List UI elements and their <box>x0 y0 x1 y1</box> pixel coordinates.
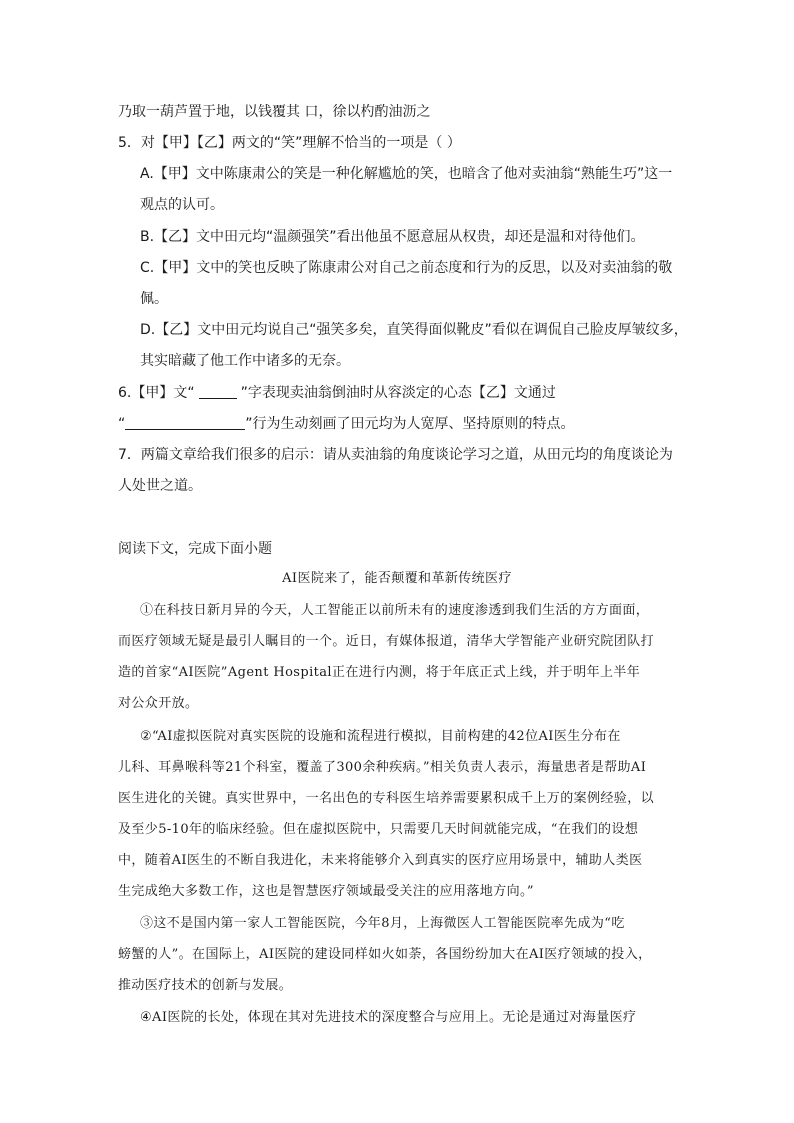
article-line: 儿科、耳鼻喉科等21个科室，覆盖了300余种疾病。”相关负责人表示，海量患者是帮助AI <box>118 760 647 775</box>
q5-option-a: A.【甲】文中陈康肃公的笑是一种化解尴尬的笑，也暗含了他对卖油翁“熟能生巧”这一 <box>140 166 673 182</box>
q6-text-b: ”字表现卖油翁倒油时从容淡定的心态【乙】文通过 <box>240 385 556 401</box>
article-line: ④AI医院的长处，体现在其对先进技术的深度整合与应用上。无论是通过对海量医疗 <box>140 1010 637 1025</box>
q5-option-d-cont: 其实暗藏了他工作中诸多的无奈。 <box>140 353 350 369</box>
article-line: 而医疗领域无疑是最引人瞩目的一个。近日，有媒体报道，清华大学智能产业研究院团队打 <box>118 634 655 649</box>
q6-quote-open: “ <box>118 416 126 432</box>
article-line: ①在科技日新月异的今天，人工智能正以前所未有的速度渗透到我们生活的方方面面， <box>140 603 650 618</box>
q6-blank-1[interactable] <box>199 384 237 399</box>
article-line: 推动医疗技术的创新与发展。 <box>118 978 293 993</box>
q6-line-1 <box>118 383 556 403</box>
q6-text-c: ”行为生动刻画了田元均为人宽厚、坚持原则的特点。 <box>245 416 575 432</box>
article-line: 中，随着AI医生的不断自我进化，未来将能够介入到真实的医疗应用场景中，辅助人类医 <box>118 853 643 868</box>
article-line: 医生进化的关键。真实世界中，一名出色的专科医生培养需要累积成千上万的案例经验，以 <box>118 791 655 806</box>
q5-option-b: B.【乙】文中田元均“温颜强笑”看出他虽不愿意屈从权贵，却还是温和对待他们。 <box>140 229 645 245</box>
q5-option-d: D.【乙】文中田元均说自己“强笑多矣，直笑得面似靴皮”看似在调侃自己脸皮厚皱纹多， <box>140 322 688 338</box>
q5-option-c: C.【甲】文中的笑也反映了陈康肃公对自己之前态度和行为的反思，以及对卖油翁的敬 <box>140 260 673 276</box>
q5-option-a-cont: 观点的认可。 <box>140 197 224 213</box>
q6-text-a: 6.【甲】文“ <box>118 385 195 401</box>
article-line: 对公众开放。 <box>118 696 199 711</box>
q5-stem: 5．对【甲】【乙】两文的“笑”理解不恰当的一项是（ ） <box>118 135 461 151</box>
article-line: ②“AI虚拟医院对真实医院的设施和流程进行模拟，目前构建的42位AI医生分布在 <box>140 729 621 744</box>
passage-fragment: 乃取一葫芦置于地，以钱覆其 口，徐以杓酌油沥之 <box>118 104 431 120</box>
article-line: 生完成绝大多数工作，这也是智慧医疗领域最受关注的应用落地方向。” <box>118 884 534 899</box>
article-line: 及至少5-10年的临床经验。但在虚拟医院中，只需要几天时间就能完成，“在我们的设想 <box>118 822 639 837</box>
q7-line-1: 7．两篇文章给我们很多的启示：请从卖油翁的角度谈论学习之道，从田元均的角度谈论为 <box>118 447 673 463</box>
article-line: 造的首家“AI医院”Agent Hospital正在进行内测，将于年底正式上线，并于明年上半年 <box>118 665 641 680</box>
article-line: 螃蟹的人”。在国际上，AI医院的建设同样如火如荼，各国纷纷加大在AI医疗领域的投入， <box>118 947 652 962</box>
q6-line-2 <box>118 414 575 434</box>
article-title: AI医院来了，能否颠覆和革新传统医疗 <box>282 571 512 586</box>
q6-blank-2[interactable] <box>125 415 245 430</box>
article-line: ③这不是国内第一家人工智能医院，今年8月，上海微医人工智能医院率先成为“吃 <box>140 916 625 931</box>
q5-option-c-cont: 佩。 <box>140 291 168 307</box>
reading-instruction: 阅读下文，完成下面小题 <box>118 541 272 557</box>
q7-line-2: 人处世之道。 <box>118 478 202 494</box>
